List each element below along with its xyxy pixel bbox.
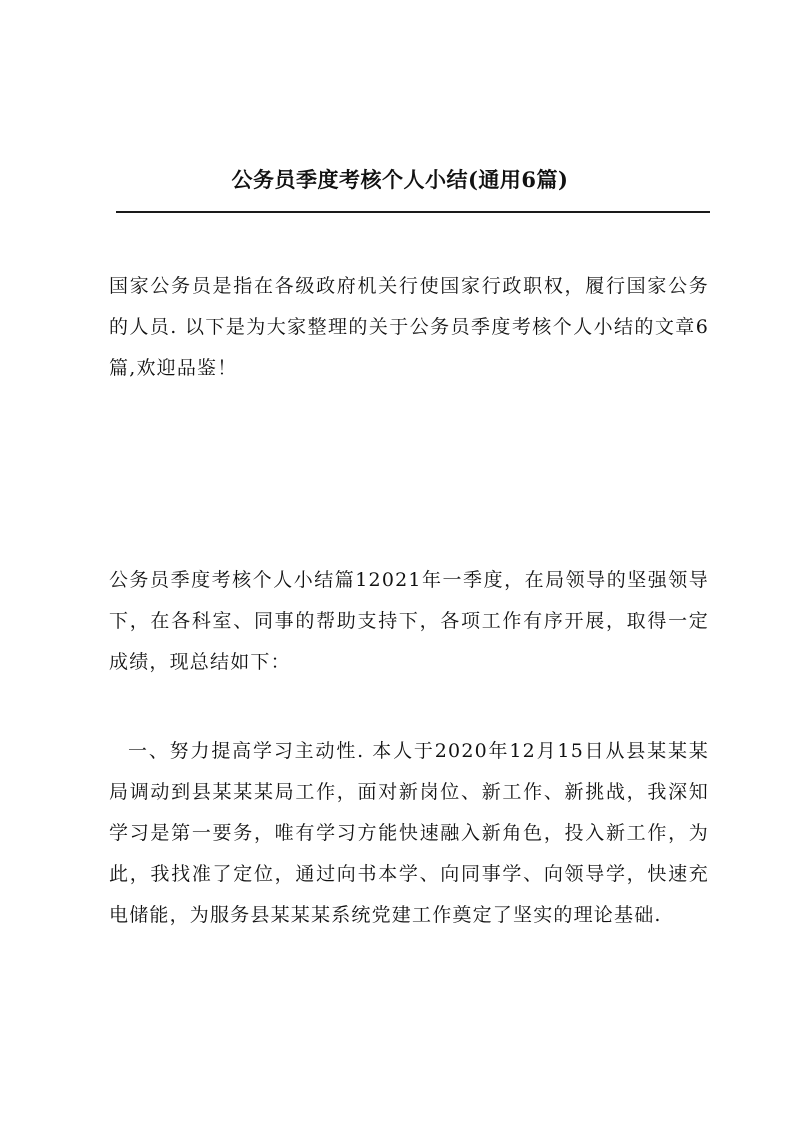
- intro-paragraph: 国家公务员是指在各级政府机关行使国家行政职权，履行国家公务的人员. 以下是为大家整理的关于公务员季度考核个人小结的文章6篇,欢迎品鉴！: [109, 275, 709, 379]
- section-1-paragraph: 公务员季度考核个人小结篇12021年一季度，在局领导的坚强领导下，在各科室、同事的帮助支持下，各项工作有序开展，取得一定成绩，现总结如下：: [109, 569, 709, 673]
- section-1-point-1-paragraph: 一、努力提高学习主动性. 本人于2020年12月15日从县某某某局调动到县某某某局工作，面对新岗位、新工作、新挑战，我深知学习是第一要务，唯有学习方能快速融入新角色，投入新工作，为此，我找准了定位，通过向书本学、向同事学、向领导学，快速充电储能，为服务县某某某系统党建工作奠定了坚实的理论基础.: [109, 740, 709, 926]
- title-divider: [116, 211, 710, 213]
- document-title: 公务员季度考核个人小结(通用6篇): [231, 167, 569, 192]
